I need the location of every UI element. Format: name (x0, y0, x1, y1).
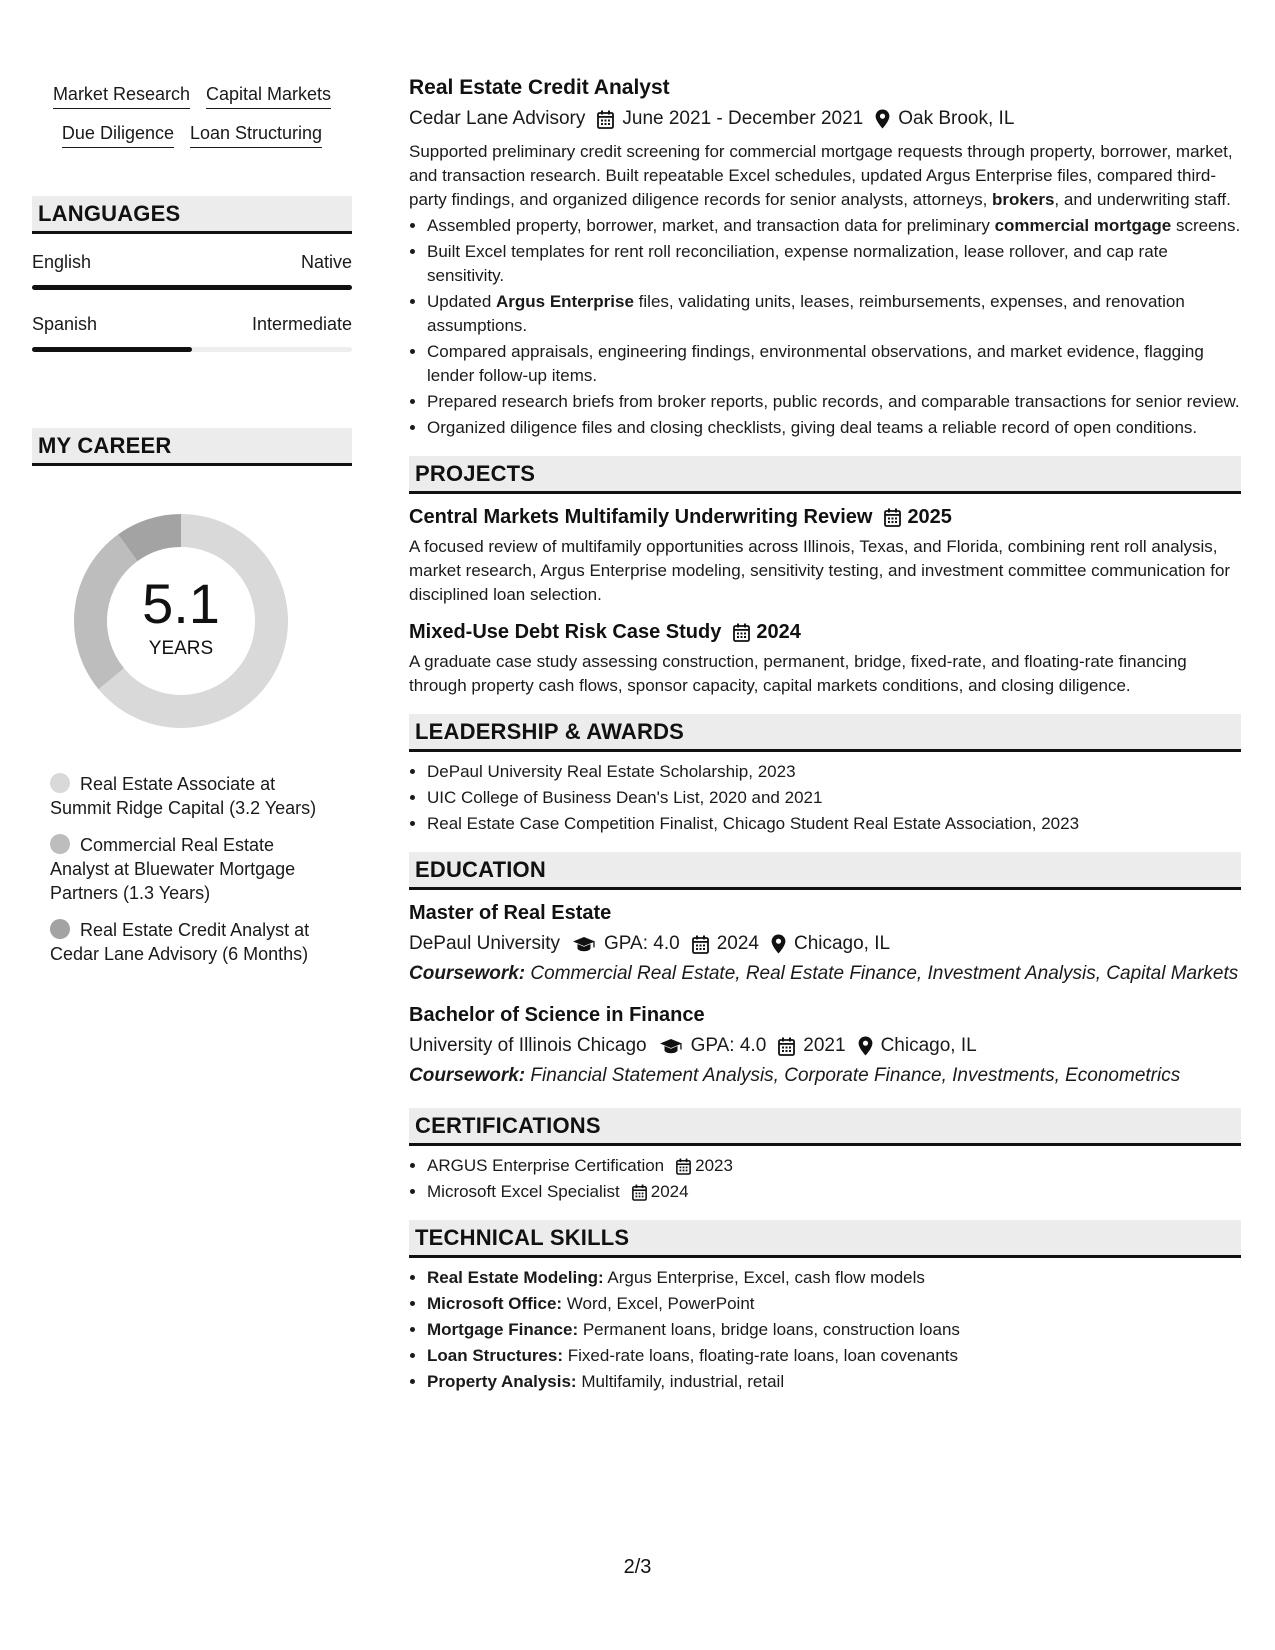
degree-title: Bachelor of Science in Finance (409, 1004, 705, 1026)
project-name: Mixed-Use Debt Risk Case Study (409, 621, 722, 643)
job-dates: June 2021 - December 2021 (622, 108, 864, 129)
project-year: 2024 (756, 621, 801, 643)
project-description: A focused review of multifamily opportunities across Illinois, Texas, and Florida, combining rent roll analysis, market research, Argus Enterprise modeling, sensitivity testing, and investment committee communication for disciplined loan selection. (409, 537, 1231, 604)
map-pin-icon (771, 934, 786, 954)
graduation-cap-icon (659, 1038, 683, 1055)
school-name: University of Illinois Chicago (409, 1035, 647, 1056)
skill-tags (32, 84, 352, 148)
job-bullet: • Compared appraisals, engineering findings, environmental observations, and market evidence, flagging lender follow-up items. (427, 340, 1241, 388)
project-description: A graduate case study assessing construction, permanent, bridge, fixed-rate, and floating-rate financing through property cash flows, sponsor capacity, capital markets conditions, and closing diligence. (409, 652, 1187, 695)
map-pin-icon (858, 1036, 873, 1056)
award-item: • UIC College of Business Dean's List, 2020 and 2021 (427, 786, 1241, 810)
technical-skills-section (409, 1220, 1241, 1394)
career-total-value: 5.1 (142, 572, 220, 635)
education-section (409, 852, 1241, 1088)
skill-tag: Loan Structuring (190, 123, 322, 148)
job-bullet: • Prepared research briefs from broker reports, public records, and comparable transactions for senior review. (427, 390, 1241, 414)
project-name: Central Markets Multifamily Underwriting Review (409, 506, 873, 528)
right-column (409, 76, 1241, 1396)
job-bullet: • Updated Argus Enterprise files, validating units, leases, reimbursements, expenses, and renovation assumptions. (427, 290, 1241, 338)
job-summary (409, 140, 1241, 212)
language-level: Intermediate (251, 314, 352, 334)
awards-heading: LEADERSHIP & AWARDS (409, 714, 1241, 752)
calendar-icon (692, 935, 709, 954)
projects-section (409, 456, 1241, 698)
certification-year: 2023 (695, 1156, 733, 1175)
certification-year: 2024 (650, 1182, 689, 1201)
school-name: DePaul University (409, 933, 560, 954)
language-spanish (32, 314, 352, 352)
calendar-icon (733, 623, 750, 642)
career-total-unit: YEARS (148, 638, 214, 659)
legend-dot (50, 773, 70, 793)
job-bullet: • Built Excel templates for rent roll reconciliation, expense normalization, lease rollover, and cap rate sensitivity. (427, 240, 1241, 288)
job-title: Real Estate Credit Analyst (409, 76, 670, 99)
language-english (32, 252, 352, 290)
project-title (409, 506, 1241, 529)
career-legend-item (50, 918, 320, 966)
language-proficiency-fill (32, 285, 352, 290)
education-heading: EDUCATION (409, 852, 1241, 890)
calendar-icon (884, 508, 901, 527)
graduation-year: 2021 (803, 1035, 846, 1056)
calendar-icon (632, 1184, 647, 1201)
skill-item: • Microsoft Office: Word, Excel, PowerPoint (427, 1292, 1241, 1316)
job-bullet: • Assembled property, borrower, market, and transaction data for preliminary commercial mortgage screens. (427, 214, 1241, 238)
coursework: Coursework: Financial Statement Analysis, Corporate Finance, Investments, Econometrics (409, 1065, 1181, 1086)
certification-item (427, 1180, 1241, 1204)
language-proficiency-fill (32, 347, 192, 352)
skill-item: • Real Estate Modeling: Argus Enterprise, Excel, cash flow models (427, 1266, 1241, 1290)
certification-name: • Microsoft Excel Specialist (427, 1182, 620, 1201)
company-name: Cedar Lane Advisory (409, 108, 586, 129)
donut-center (66, 506, 296, 736)
page-number: 2/3 (623, 1556, 652, 1578)
map-pin-icon (875, 109, 890, 129)
job-bullet: • Organized diligence files and closing checklists, giving deal teams a reliable record of open conditions. (427, 416, 1241, 440)
project-title (409, 621, 1241, 644)
language-name: English (32, 252, 92, 272)
certifications-list (409, 1154, 1241, 1204)
skill-tag: Due Diligence (62, 123, 174, 148)
skill-item: • Loan Structures: Fixed-rate loans, floating-rate loans, loan covenants (427, 1344, 1241, 1368)
legend-label: Real Estate Credit Analyst at Cedar Lane Advisory (6 Months) (50, 920, 310, 964)
language-proficiency-bar (32, 285, 352, 290)
calendar-icon (676, 1158, 691, 1175)
school-location: Chicago, IL (793, 933, 891, 954)
career-legend-item (50, 833, 320, 905)
legend-dot (50, 834, 70, 854)
job-location: Oak Brook, IL (898, 108, 1015, 129)
language-level: Native (300, 252, 352, 272)
certification-item (427, 1154, 1241, 1178)
skill-item: • Mortgage Finance: Permanent loans, bridge loans, construction loans (427, 1318, 1241, 1342)
career-donut-chart (66, 506, 296, 736)
calendar-icon (778, 1037, 795, 1056)
summary-bold: brokers (992, 190, 1055, 209)
award-item: • DePaul University Real Estate Scholarship, 2023 (427, 760, 1241, 784)
skills-list (409, 1266, 1241, 1394)
project-year: 2025 (907, 506, 952, 528)
career-legend (50, 772, 320, 966)
language-proficiency-bar (32, 347, 352, 352)
career-legend-item (50, 772, 320, 820)
award-item: • Real Estate Case Competition Finalist, Chicago Student Real Estate Association, 2023 (427, 812, 1241, 836)
gpa: GPA: 4.0 (690, 1035, 767, 1056)
school-location: Chicago, IL (880, 1035, 977, 1056)
job-meta (409, 108, 1241, 130)
legend-label: Commercial Real Estate Analyst at Bluewater Mortgage Partners (1.3 Years) (50, 835, 296, 903)
skill-tag: Capital Markets (206, 84, 331, 109)
technical-skills-heading: TECHNICAL SKILLS (409, 1220, 1241, 1258)
education-meta (409, 933, 1241, 955)
languages-heading: LANGUAGES (32, 196, 352, 234)
certification-name: • ARGUS Enterprise Certification (427, 1156, 665, 1175)
degree-title: Master of Real Estate (409, 902, 612, 924)
graduation-cap-icon (572, 936, 596, 953)
job-bullets (409, 214, 1241, 440)
projects-heading: PROJECTS (409, 456, 1241, 494)
education-meta (409, 1035, 1241, 1057)
summary-text: , and underwriting staff. (1054, 190, 1231, 209)
skill-item: • Property Analysis: Multifamily, industrial, retail (427, 1370, 1241, 1394)
calendar-icon (597, 110, 614, 129)
summary-text: Supported preliminary credit screening for commercial mortgage requests through property, borrower, market, and transaction research. Built repeatable Excel schedules, updated Argus Enterprise files, compared third-party findings, and organized diligence records for senior analysts, attorneys, (409, 142, 1233, 209)
awards-section (409, 714, 1241, 836)
certifications-heading: CERTIFICATIONS (409, 1108, 1241, 1146)
legend-dot (50, 919, 70, 939)
awards-list (409, 760, 1241, 836)
skill-tag: Market Research (53, 84, 190, 109)
language-name: Spanish (32, 314, 98, 334)
certifications-section (409, 1108, 1241, 1204)
gpa: GPA: 4.0 (604, 933, 680, 954)
coursework: Coursework: Commercial Real Estate, Real Estate Finance, Investment Analysis, Capital Markets (409, 963, 1239, 984)
legend-label: Real Estate Associate at Summit Ridge Capital (3.2 Years) (50, 774, 317, 818)
graduation-year: 2024 (716, 933, 759, 954)
career-heading: MY CAREER (32, 428, 352, 466)
left-column (32, 84, 352, 979)
